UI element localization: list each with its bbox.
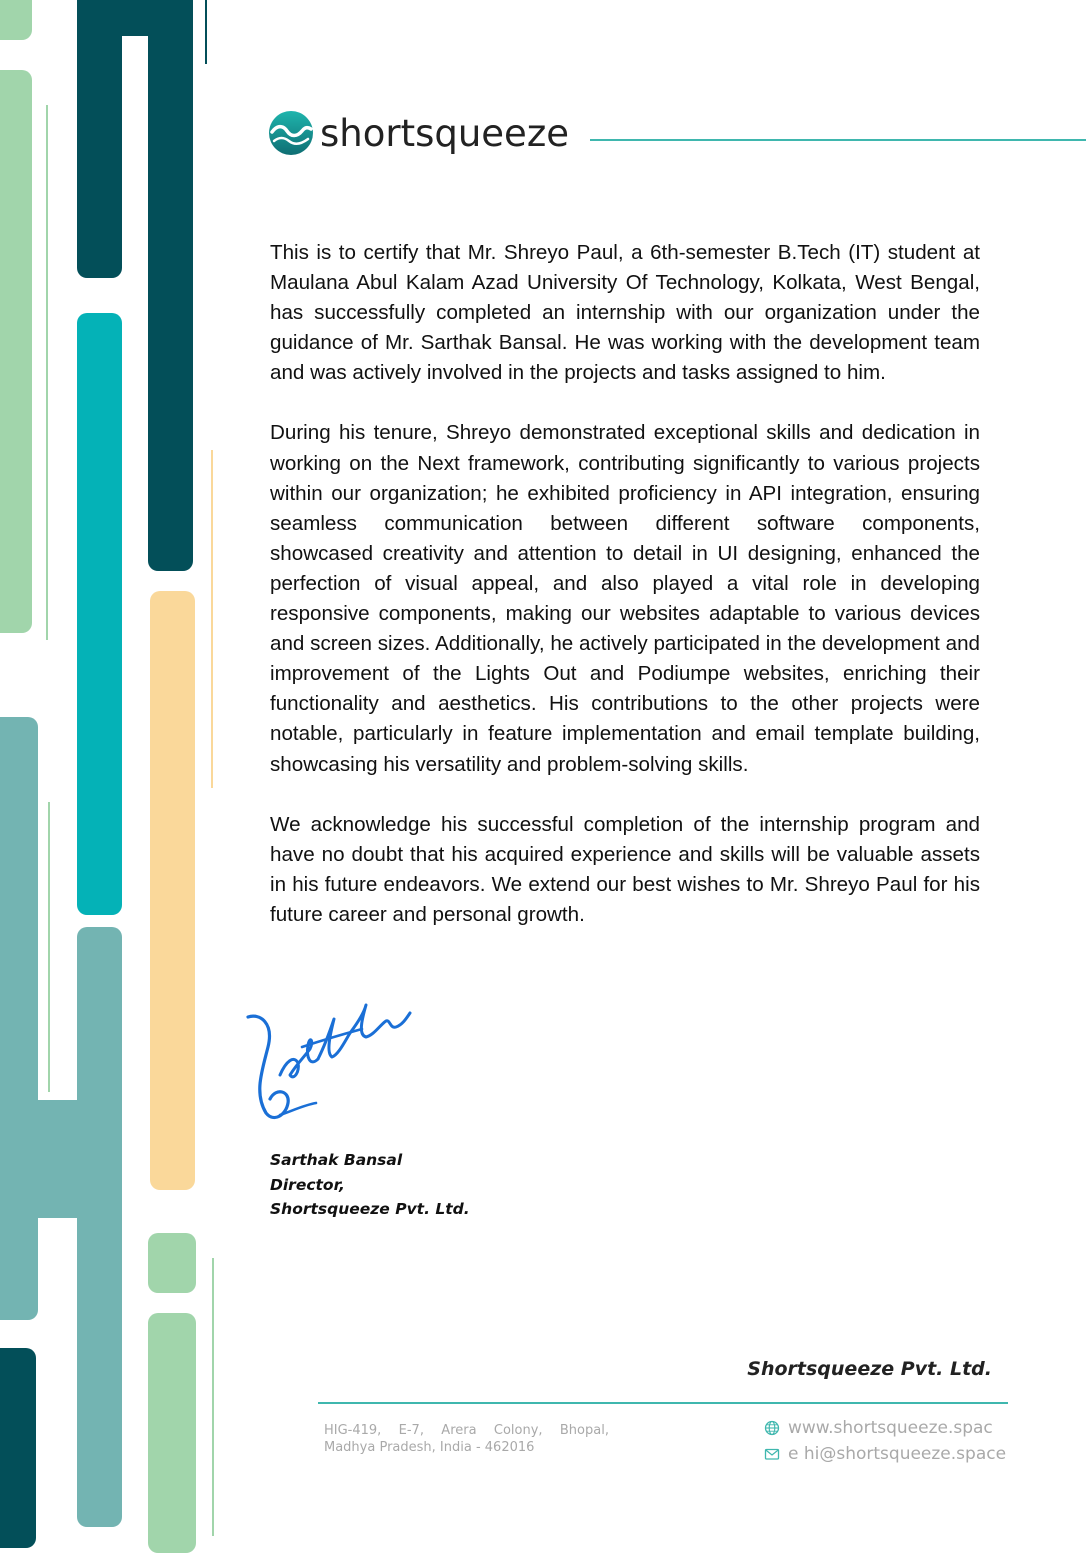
deco-bar-cyan: [77, 313, 122, 915]
deco-bar-dark-teal-tall: [148, 0, 193, 571]
letter-paragraph-3: We acknowledge his successful completion of the internship program and have no doubt that his acquired experience and skills will be valuable assets in his future endeavors. We extend our best wishes to Mr. Shreyo Paul for his future career and personal growth.: [270, 812, 980, 926]
footer-contact: [764, 1415, 1006, 1467]
deco-line-dark-teal: [205, 0, 207, 64]
deco-bar-mid-teal-center: [77, 927, 122, 1527]
address-line-2: Madhya Pradesh, India - 462016: [324, 1440, 535, 1455]
deco-bar-mid-teal-left: [0, 717, 38, 1320]
signatory-name: Sarthak Bansal: [270, 1151, 403, 1169]
globe-icon: [764, 1420, 780, 1436]
deco-bar-dark-teal-bottom: [0, 1348, 36, 1548]
deco-line-peach: [211, 450, 213, 788]
brand-name: shortsqueeze: [320, 111, 570, 155]
deco-line-light-green-2: [48, 802, 50, 1092]
letter-body: [270, 238, 980, 960]
footer-address: [324, 1422, 609, 1456]
deco-bar-light-green-bottom: [148, 1313, 196, 1553]
company-logo: [268, 110, 569, 156]
deco-bar-light-green-left: [0, 70, 32, 633]
signatory-title: Director,: [270, 1175, 345, 1194]
deco-bar-dark-teal-bridge: [122, 0, 148, 36]
letter-paragraph-1: This is to certify that Mr. Shreyo Paul, a 6th-semester B.Tech (IT) student at Maulana Abul Kalam Azad University Of Technology, Kolkata, West Bengal, has successfully completed an internship with our organization under the guidance of Mr. Sarthak Bansal. He was working with the development team and was actively involved in the projects and tasks assigned to him.: [270, 241, 980, 385]
footer-divider: [318, 1402, 1008, 1404]
deco-bar-dark-teal-top: [77, 0, 122, 278]
email-row[interactable]: [764, 1441, 1006, 1467]
address-part: Arera: [441, 1423, 477, 1438]
address-part: Colony,: [493, 1423, 543, 1438]
deco-bar-light-green-square: [148, 1233, 196, 1293]
signatory-block: [270, 1148, 470, 1222]
signatory-company: Shortsqueeze Pvt. Ltd.: [270, 1200, 470, 1218]
deco-bar-peach: [150, 591, 195, 1190]
address-part: Bhopal,: [559, 1423, 609, 1438]
website-link[interactable]: www.shortsqueeze.spac: [788, 1418, 993, 1438]
footer-company-name: Shortsqueeze Pvt. Ltd.: [747, 1358, 992, 1380]
email-link[interactable]: e hi@shortsqueeze.space: [788, 1444, 1007, 1464]
handwritten-signature: [240, 995, 420, 1125]
address-line-1: [324, 1422, 609, 1439]
mail-icon: [764, 1446, 780, 1462]
wave-circle-icon: [268, 110, 314, 156]
header-divider: [590, 139, 1086, 141]
address-part: E-7,: [398, 1423, 424, 1438]
address-part: HIG-419,: [324, 1423, 382, 1438]
website-row[interactable]: [764, 1415, 1006, 1441]
deco-line-light-green-1: [46, 105, 48, 640]
deco-line-light-green-3: [212, 1258, 214, 1536]
deco-bar-light-green-top: [0, 0, 32, 40]
deco-bar-mid-teal-bridge: [36, 1100, 81, 1218]
letter-paragraph-2: During his tenure, Shreyo demonstrated exceptional skills and dedication in working on the Next framework, contributing significantly to various projects within our organization; he exhibited proficiency in API integration, ensuring seamless communication between different software components, showcased creativity and attention to detail in UI designing, enhanced the perfection of visual appeal, and also played a vital role in developing responsive components, making our websites adaptable to various devices and screen sizes. Additionally, he actively participated in the development and improvement of the Lights Out and Podiumpe websites, enriching their functionality and aesthetics. His contributions to the other projects were notable, particularly in feature implementation and email template building, showcasing his versatility and problem-solving skills.: [270, 421, 980, 776]
